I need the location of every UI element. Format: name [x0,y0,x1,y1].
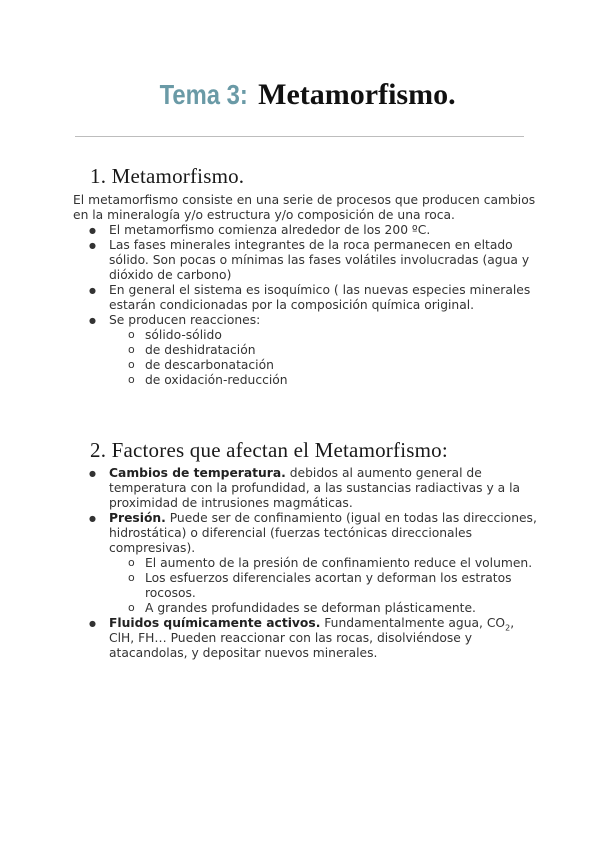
section-1-body [73,193,543,388]
factor-temperature-label: Cambios de temperatura. [109,466,286,480]
bullet-solid-state: ● Las fases minerales integrantes de la roca permanecen en eltado sólido. Son pocas o mínimas las fases volátiles involucradas (agua y dióxido de carbono) [73,238,543,283]
reaction-item: o de descarbonatación [109,358,543,373]
factor-pressure-label: Presión. [109,511,166,525]
factor-fluids-label: Fluidos químicamente activos. [109,616,321,630]
factor-pressure [73,511,543,616]
bullet-isochemical: ● En general el sistema es isoquímico ( las nuevas especies minerales estarán condicionadas por la composición química original. [73,283,543,313]
pressure-subitem: o A grandes profundidades se deforman plásticamente. [109,601,543,616]
bullet-temperature-start: ● El metamorfismo comienza alrededor de los 200 ºC. [73,223,543,238]
co2-subscript: 2 [505,623,511,633]
section-2-body [73,466,543,661]
factor-pressure-text: Puede ser de confinamiento (igual en todas las direcciones, hidrostática) o diferencial (fuerzas tectónicas direccionales compresivas). [109,511,537,555]
reaction-item: o de deshidratación [109,343,543,358]
pressure-subitem: o El aumento de la presión de confinamiento reduce el volumen. [109,556,543,571]
page-title [0,78,600,112]
factor-temperature [73,466,543,511]
factor-fluids-text-before: Fundamentalmente agua, CO [320,616,506,630]
pressure-subitem: o Los esfuerzos diferenciales acortan y deforman los estratos rocosos. [109,571,543,601]
factors-list [73,466,543,661]
reactions-list [109,328,543,388]
factor-fluids [73,616,543,661]
title-divider [75,136,524,137]
title-main: Metamorfismo. [258,78,456,111]
reaction-item: o de oxidación-reducción [109,373,543,388]
factor-temperature-text: debidos al aumento general de temperatura con la profundidad, a las sustancias radiactivas y a la proximidad de intrusiones magmáticas. [109,466,521,510]
section-2-heading: 2. Factores que afectan el Metamorfismo: [90,438,448,462]
pressure-subitems [109,556,543,616]
reaction-item: o sólido-sólido [109,328,543,343]
section-1-heading: 1. Metamorfismo. [90,164,245,188]
section-1-intro: El metamorfismo consiste en una serie de procesos que producen cambios en la mineralogía y/o estructura y/o composición de una roca. [73,193,536,222]
bullet-reactions [73,313,543,388]
section-1-bullets [73,223,543,388]
factor-fluids-text-after: , ClH, FH… Pueden reaccionar con las rocas, disolviéndose y atacandolas, y depositar nuevos minerales. [109,616,515,660]
title-prefix: Tema 3: [159,79,249,110]
reactions-label: Se producen reacciones: [109,313,261,327]
